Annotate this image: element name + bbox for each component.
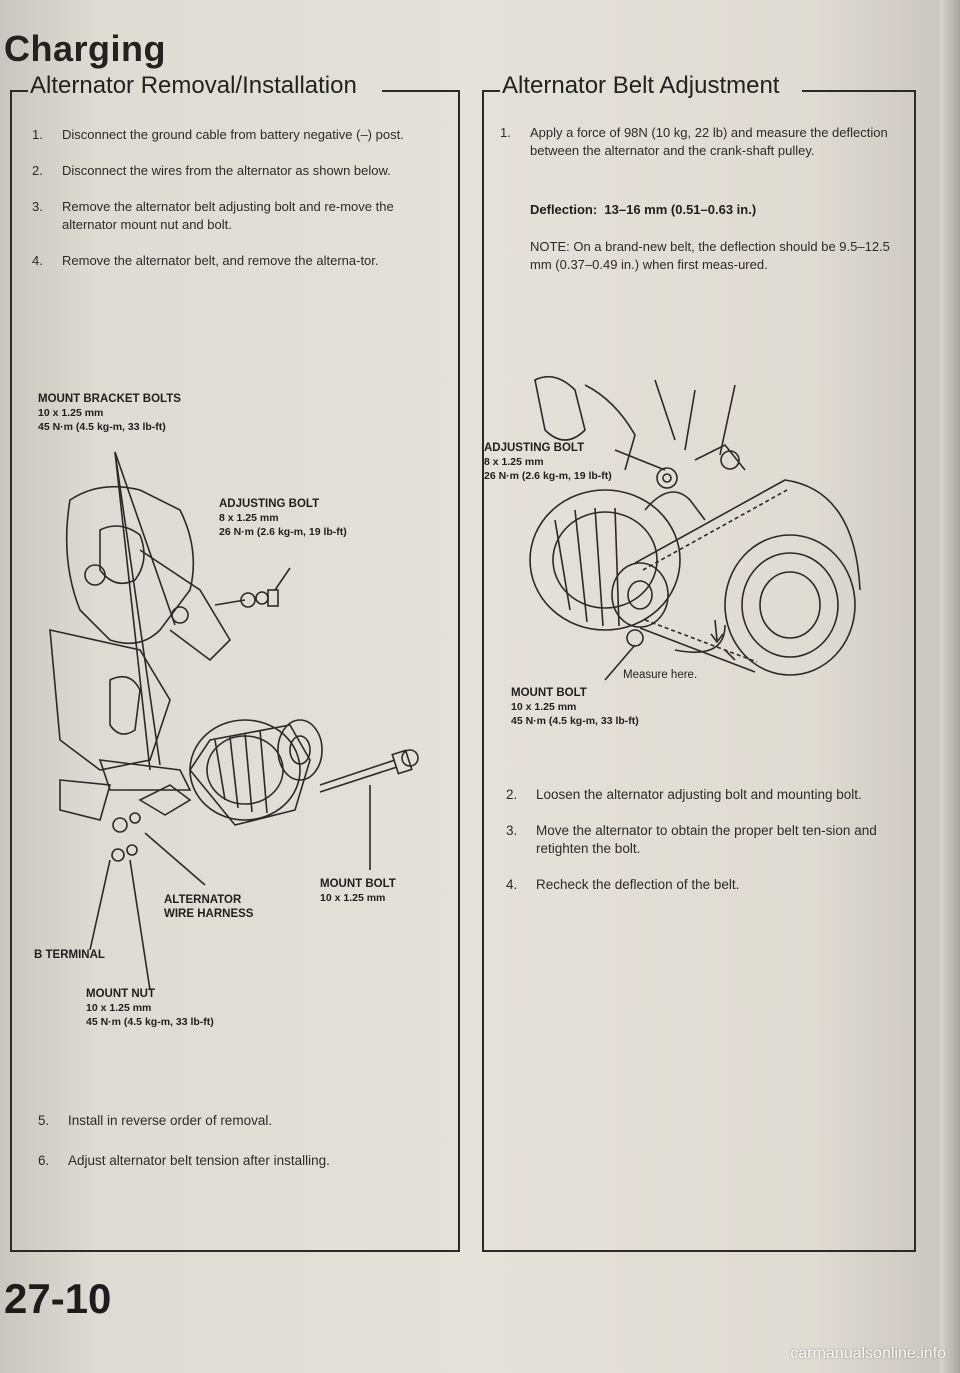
removal-step: 2. Disconnect the wires from the alternator as shown below. [32, 163, 391, 178]
installation-step: 5. Install in reverse order of removal. [38, 1113, 273, 1128]
b-terminal-label: B TERMINAL [34, 949, 105, 961]
belt-adjustment-section-heading: Alternator Belt Adjustment [502, 72, 780, 99]
belt-step: 1. Apply a force of 98N (10 kg, 22 lb) and measure the deflection between the alternator and the crank-shaft pulley. [500, 125, 888, 158]
belt-step: 2. Loosen the alternator adjusting bolt and mounting bolt. [506, 787, 862, 802]
belt-step: 4. Recheck the deflection of the belt. [506, 877, 740, 892]
removal-steps [32, 126, 432, 288]
watermark: carmanualsonline.info [790, 1345, 946, 1362]
removal-section-heading: Alternator Removal/Installation [30, 72, 357, 99]
belt-step: 3. Move the alternator to obtain the proper belt ten-sion and retighten the bolt. [506, 823, 877, 856]
installation-step: 6. Adjust alternator belt tension after installing. [38, 1153, 330, 1168]
alternator-wire-harness-label: ALTERNATOR WIRE HARNESS [164, 894, 254, 920]
belt-mount-bolt-label: MOUNT BOLT 10 x 1.25 mm 45 N·m (4.5 kg-m, 33 lb-ft) [511, 687, 639, 727]
deflection-spec: Deflection: 13–16 mm (0.51–0.63 in.) [530, 202, 757, 217]
deflection-note: NOTE: On a brand-new belt, the deflection should be 9.5–12.5 mm (0.37–0.49 in.) when first meas-ured. [530, 239, 890, 272]
page-edge [940, 0, 960, 1373]
mount-bracket-bolts-label: MOUNT BRACKET BOLTS 10 x 1.25 mm 45 N·m (4.5 kg-m, 33 lb-ft) [38, 393, 181, 433]
belt-remaining-steps [506, 786, 898, 912]
measure-here-label: Measure here. [623, 669, 698, 681]
page-number: 27-10 [4, 1275, 112, 1322]
removal-step: 3. Remove the alternator belt adjusting bolt and re-move the alternator mount nut and bolt. [32, 199, 394, 232]
adjusting-bolt-label: ADJUSTING BOLT 8 x 1.25 mm 26 N·m (2.6 kg-m, 19 lb-ft) [219, 498, 347, 538]
page-title: Charging [4, 28, 166, 69]
belt-adjusting-bolt-label: ADJUSTING BOLT 8 x 1.25 mm 26 N·m (2.6 kg-m, 19 lb-ft) [484, 442, 612, 482]
belt-adjustment-diagram [495, 360, 905, 700]
mount-bolt-label: MOUNT BOLT 10 x 1.25 mm [320, 878, 396, 904]
belt-step-1 [500, 124, 896, 178]
mount-nut-label: MOUNT NUT 10 x 1.25 mm 45 N·m (4.5 kg-m, 33 lb-ft) [86, 988, 214, 1028]
removal-step: 1. Disconnect the ground cable from battery negative (–) post. [32, 127, 404, 142]
installation-steps [38, 1112, 438, 1188]
removal-step: 4. Remove the alternator belt, and remove the alterna-tor. [32, 253, 379, 268]
